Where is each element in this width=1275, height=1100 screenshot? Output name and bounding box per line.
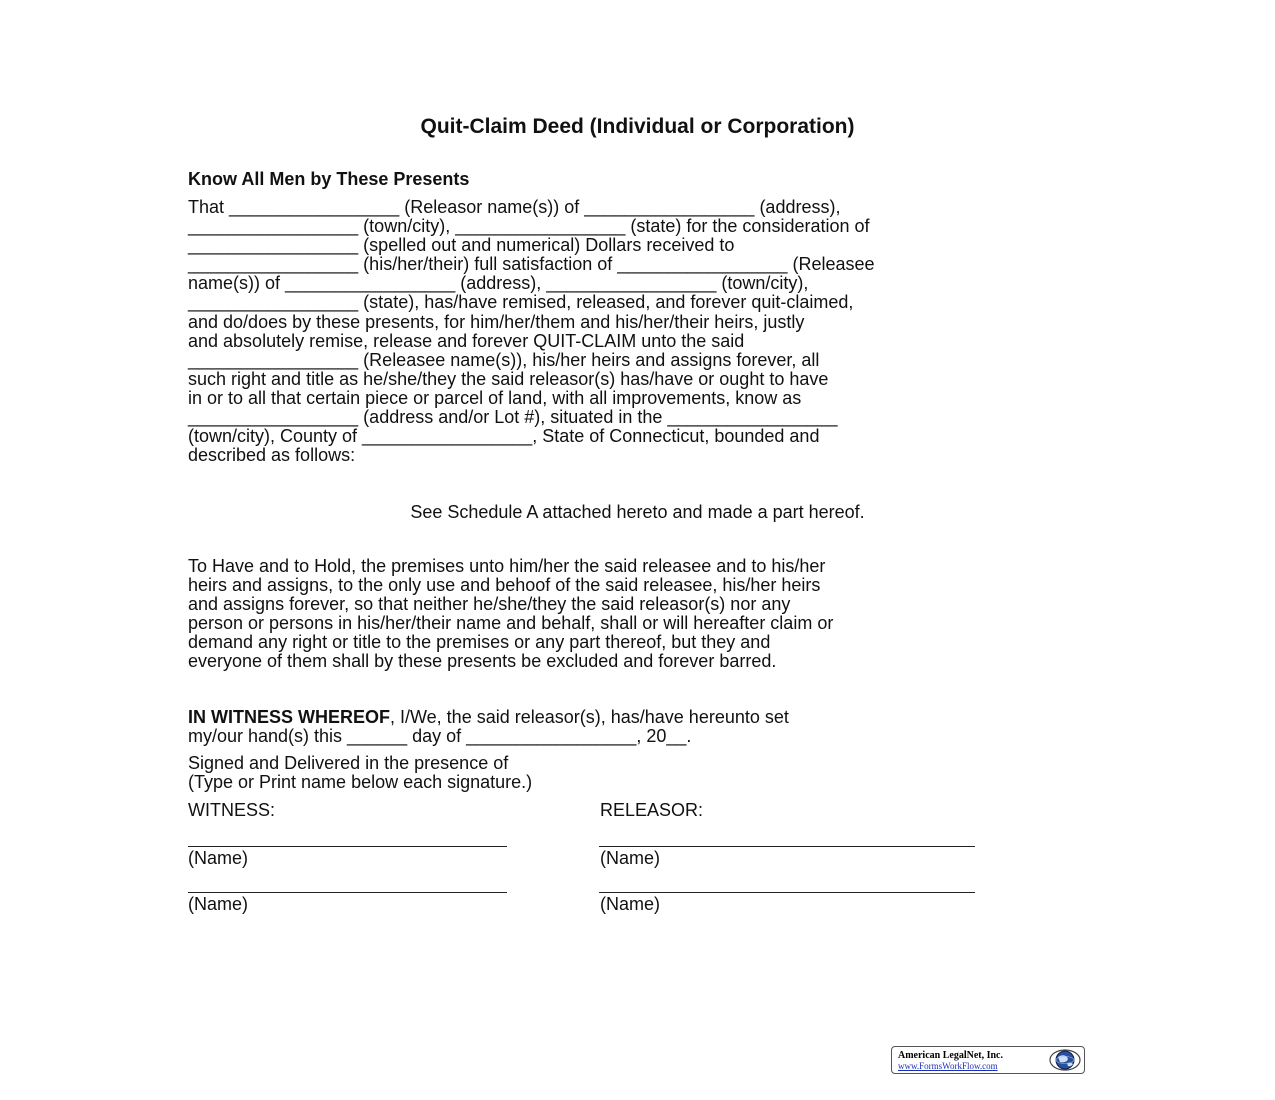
releasor-signature-line-1 xyxy=(599,846,975,847)
schedule-line: See Schedule A attached hereto and made a part hereof. xyxy=(410,502,865,522)
witness-clause xyxy=(188,708,1093,746)
signed-delivered-text: Signed and Delivered in the presence of (Type or Print name below each signature.) xyxy=(188,753,533,793)
releasor-label: RELEASOR: xyxy=(600,800,704,820)
witness-label: WITNESS: xyxy=(188,800,276,820)
section-heading: Know All Men by These Presents xyxy=(188,169,470,189)
logo-url-link[interactable]: www.FormsWorkFlow.com xyxy=(898,1061,998,1071)
logo-company-name: American LegalNet, Inc. xyxy=(898,1050,1003,1061)
releasor-name-label-1: (Name) xyxy=(600,848,661,868)
habendum-paragraph: To Have and to Hold, the premises unto him/her the said releasee and to his/her heirs and assigns, to the only use and behoof of the said releasee, his/her heirs and assigns forever, so that neither he/she/they the said releasor(s) nor any person or persons in his/her/their name and behalf, shall or will hereafter claim or demand any right or title to the premises or any part thereof, but they and everyone of them shall by these presents be excluded and forever barred. xyxy=(188,556,834,672)
witness-signature-line-2 xyxy=(188,892,507,893)
witness-name-label-2: (Name) xyxy=(188,894,249,914)
conveyance-paragraph: That _________________ (Releasor name(s)) of _________________ (address), _________________ (town/city), _________________ (state) for the consideration of _________________ (spelled out and numerical) Dollars received to _________________ (his/her/their) full satisfaction of _________________ (Releasee name(s)) of _________________ (address), _________________ (town/city), _________________ (state), has/have remised, released, and forever quit-claimed, and do/does by these presents, for him/her/them and his/her/their heirs, justly and absolutely remise, release and forever QUIT-CLAIM unto the said _________________ (Releasee name(s)), his/her heirs and assigns forever, all such right and title as he/she/they the said releasor(s) has/have or ought to have in or to all that certain piece or parcel of land, with all improvements, know as _________________ (address and/or Lot #), situated in the _________________ (town/city), County of _________________, State of Connecticut, bounded and described as follows: xyxy=(188,197,875,466)
witness-clause-text: , I/We, the said releasor(s), has/have hereunto set my/our hand(s) this ______ day of _________________, 20__. xyxy=(188,707,789,747)
globe-icon xyxy=(1047,1048,1081,1072)
releasor-signature-line-2 xyxy=(599,892,975,893)
releasor-name-label-2: (Name) xyxy=(600,894,661,914)
witness-signature-line-1 xyxy=(188,846,507,847)
witness-name-label-1: (Name) xyxy=(188,848,249,868)
witness-clause-bold: IN WITNESS WHEREOF xyxy=(188,707,390,727)
american-legalnet-logo[interactable] xyxy=(891,1046,1085,1074)
document-title: Quit-Claim Deed (Individual or Corporation) xyxy=(420,115,855,138)
